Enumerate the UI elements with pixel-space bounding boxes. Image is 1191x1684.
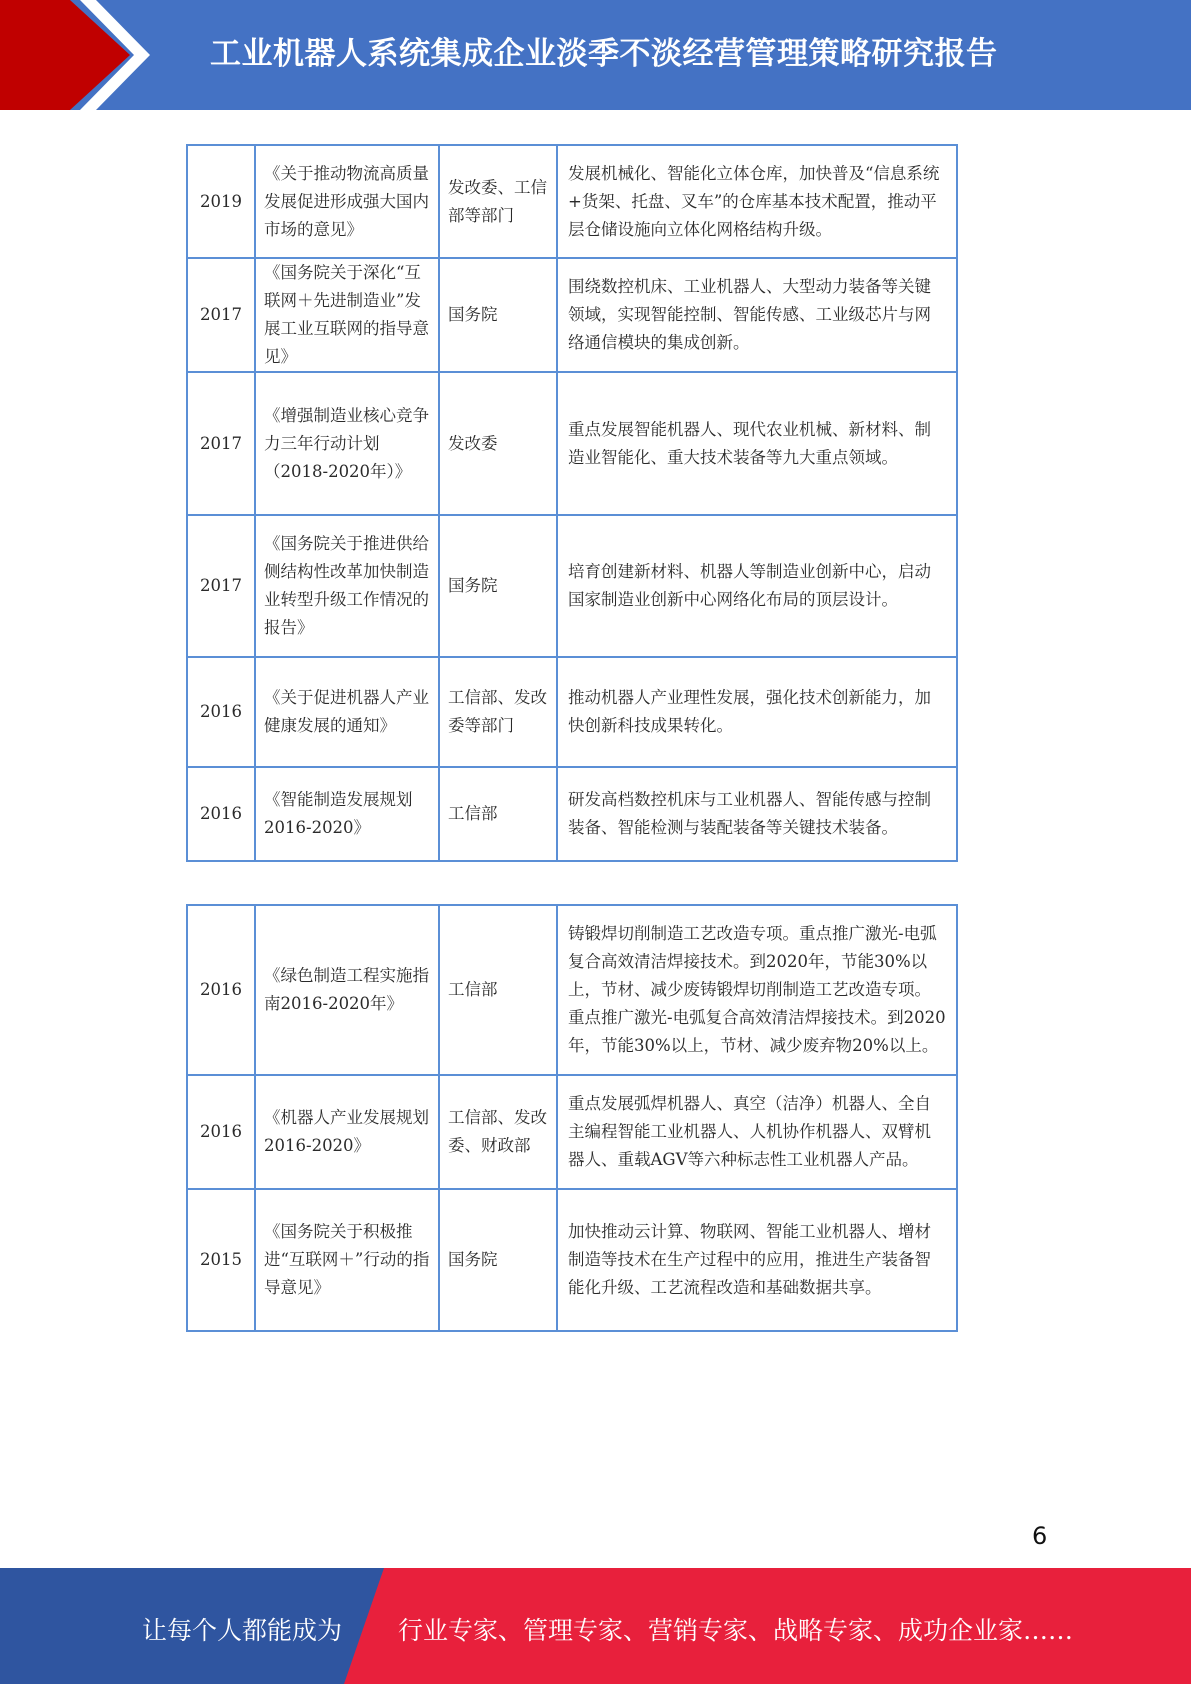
year-cell: 2017 [187, 515, 255, 657]
policy-table-part2 [186, 904, 958, 1332]
footer-slogan-left: 让每个人都能成为 [142, 1616, 343, 1645]
department-cell: 发改委、工信部等部门 [439, 145, 557, 258]
year-cell: 2016 [187, 905, 255, 1075]
department-cell: 工信部、发改委等部门 [439, 657, 557, 767]
content-cell: 铸锻焊切削制造工艺改造专项。重点推广激光-电弧复合高效清洁焊接技术。到2020年，节能30%以上，节材、减少废铸锻焊切削制造工艺改造专项。重点推广激光-电弧复合高效清洁焊接技术。到2020年，节能30%以上，节材、减少废弃物20%以上。 [557, 905, 957, 1075]
content-cell: 加快推动云计算、物联网、智能工业机器人、增材制造等技术在生产过程中的应用，推进生产装备智能化升级、工艺流程改造和基础数据共享。 [557, 1189, 957, 1331]
content-cell: 研发高档数控机床与工业机器人、智能传感与控制装备、智能检测与装配装备等关键技术装备。 [557, 767, 957, 861]
content-cell: 围绕数控机床、工业机器人、大型动力装备等关键领域，实现智能控制、智能传感、工业级芯片与网络通信模块的集成创新。 [557, 258, 957, 372]
table-row [187, 905, 957, 1075]
content-cell: 重点发展弧焊机器人、真空（洁净）机器人、全自主编程智能工业机器人、人机协作机器人、双臂机器人、重载AGV等六种标志性工业机器人产品。 [557, 1075, 957, 1189]
department-cell: 发改委 [439, 372, 557, 515]
page-number: 6 [1032, 1522, 1048, 1550]
department-cell: 工信部、发改委、财政部 [439, 1075, 557, 1189]
content-cell: 发展机械化、智能化立体仓库，加快普及“信息系统+货架、托盘、叉车”的仓库基本技术配置，推动平层仓储设施向立体化网格结构升级。 [557, 145, 957, 258]
document-cell: 《国务院关于积极推进“互联网＋”行动的指导意见》 [255, 1189, 439, 1331]
year-cell: 2017 [187, 372, 255, 515]
document-cell: 《绿色制造工程实施指南2016-2020年》 [255, 905, 439, 1075]
year-cell: 2016 [187, 657, 255, 767]
year-cell: 2019 [187, 145, 255, 258]
footer-slogan-right: 行业专家、管理专家、营销专家、战略专家、成功企业家…… [398, 1616, 1074, 1645]
policy-table-part1 [186, 144, 958, 862]
year-cell: 2016 [187, 1075, 255, 1189]
department-cell: 国务院 [439, 258, 557, 372]
document-cell: 《机器人产业发展规划2016-2020》 [255, 1075, 439, 1189]
year-cell: 2016 [187, 767, 255, 861]
table-row [187, 515, 957, 657]
department-cell: 国务院 [439, 515, 557, 657]
table-row [187, 258, 957, 372]
page-header [0, 0, 1191, 110]
year-cell: 2017 [187, 258, 255, 372]
table-row [187, 1075, 957, 1189]
document-cell: 《关于促进机器人产业健康发展的通知》 [255, 657, 439, 767]
content-cell: 重点发展智能机器人、现代农业机械、新材料、制造业智能化、重大技术装备等九大重点领域。 [557, 372, 957, 515]
content-cell: 推动机器人产业理性发展，强化技术创新能力，加快创新科技成果转化。 [557, 657, 957, 767]
document-cell: 《增强制造业核心竞争力三年行动计划（2018-2020年）》 [255, 372, 439, 515]
table-row [187, 657, 957, 767]
document-cell: 《国务院关于推进供给侧结构性改革加快制造业转型升级工作情况的报告》 [255, 515, 439, 657]
table-row [187, 372, 957, 515]
document-cell: 《关于推动物流高质量发展促进形成强大国内市场的意见》 [255, 145, 439, 258]
table-row [187, 1189, 957, 1331]
report-title: 工业机器人系统集成企业淡季不淡经营管理策略研究报告 [210, 36, 998, 72]
content-cell: 培育创建新材料、机器人等制造业创新中心，启动国家制造业创新中心网络化布局的顶层设计。 [557, 515, 957, 657]
year-cell: 2015 [187, 1189, 255, 1331]
table-row [187, 767, 957, 861]
department-cell: 国务院 [439, 1189, 557, 1331]
page-footer [0, 1568, 1191, 1684]
department-cell: 工信部 [439, 767, 557, 861]
department-cell: 工信部 [439, 905, 557, 1075]
document-cell: 《国务院关于深化“互联网＋先进制造业”发展工业互联网的指导意见》 [255, 258, 439, 372]
document-cell: 《智能制造发展规划 2016-2020》 [255, 767, 439, 861]
table-row [187, 145, 957, 258]
